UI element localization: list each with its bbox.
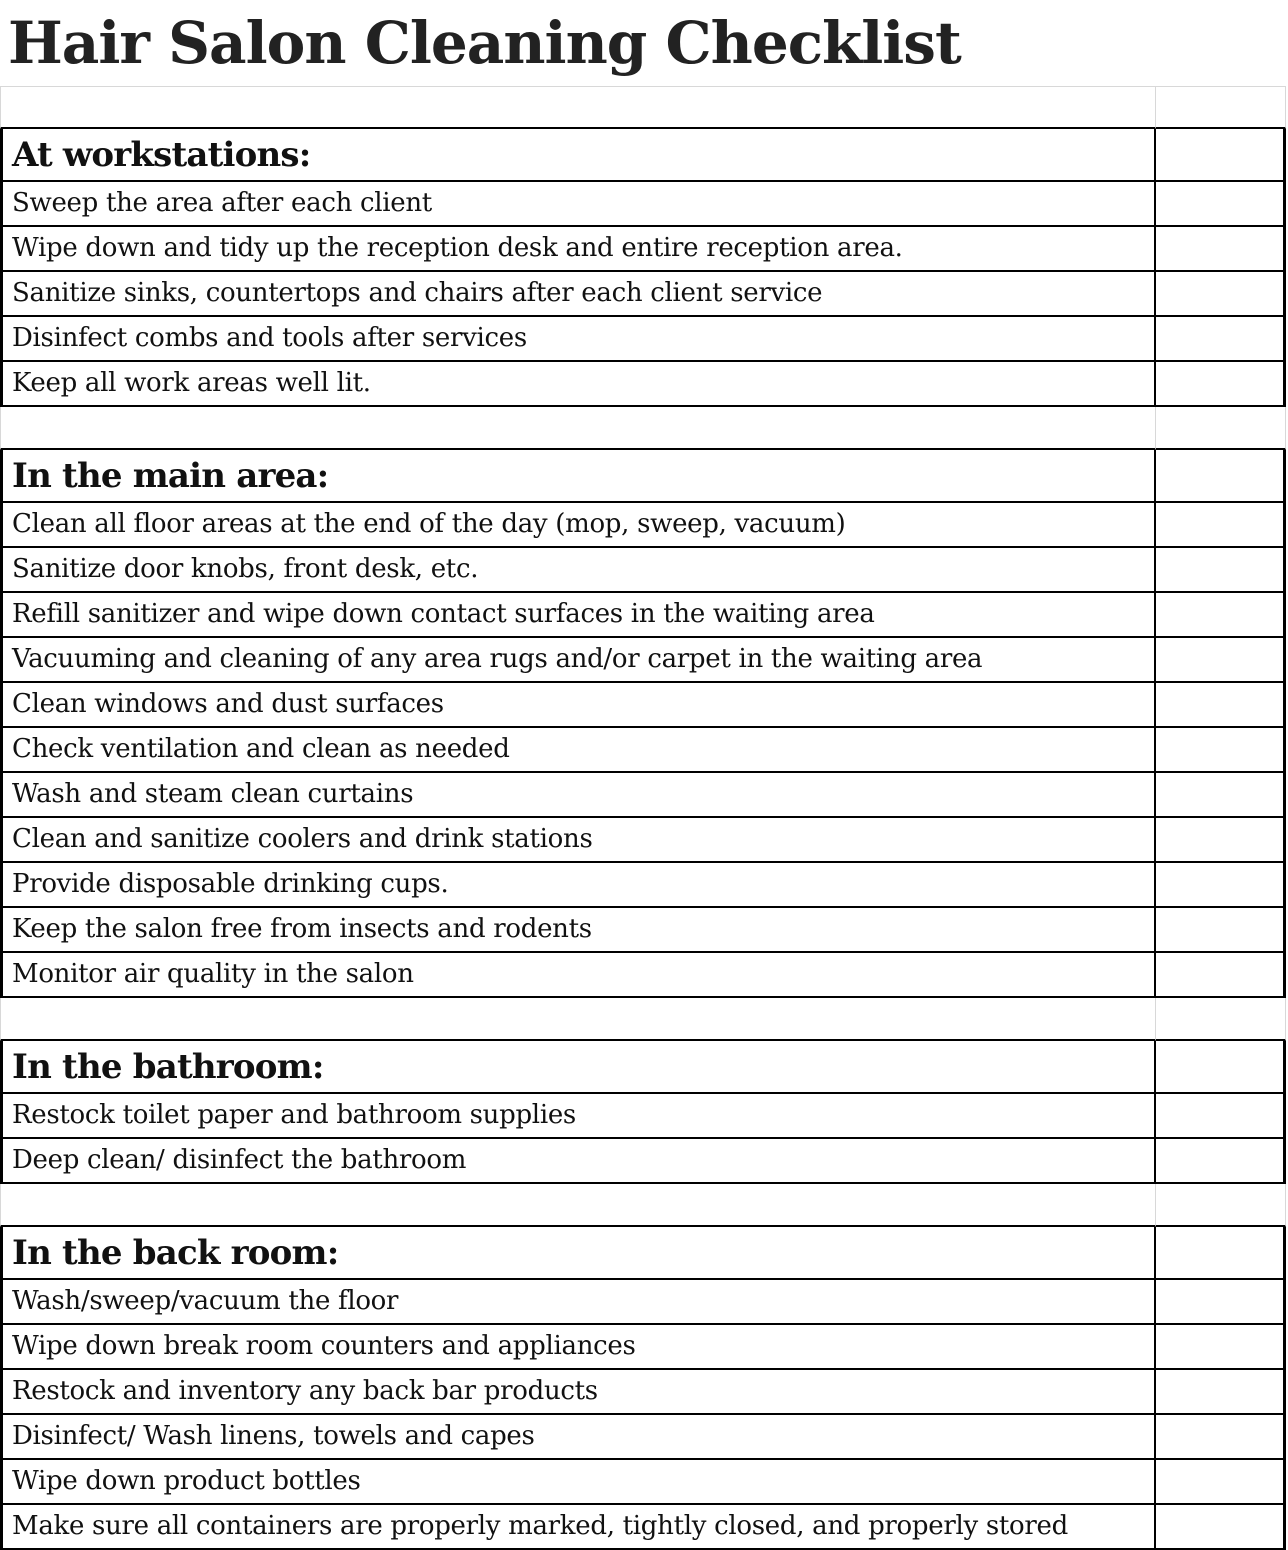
checklist-item: Keep all work areas well lit. (0, 362, 1156, 407)
spacer-check-cell (1156, 1184, 1286, 1227)
spacer-row (0, 407, 1288, 450)
checklist-row (0, 773, 1288, 818)
check-cell[interactable] (1156, 908, 1286, 953)
checklist-row (0, 1094, 1288, 1139)
page-title: Hair Salon Cleaning Checklist (8, 9, 961, 77)
checklist-item: Clean and sanitize coolers and drink stations (0, 818, 1156, 863)
checklist-row (0, 227, 1288, 272)
checklist-row (0, 182, 1288, 227)
spacer-cell (0, 407, 1156, 450)
checklist-row (0, 1370, 1288, 1415)
checklist-row (0, 1415, 1288, 1460)
checklist-item: Disinfect combs and tools after services (0, 317, 1156, 362)
section-heading: In the main area: (0, 450, 1156, 503)
section-heading-row (0, 1227, 1288, 1280)
checklist-item: Wipe down break room counters and appliances (0, 1325, 1156, 1370)
checklist-item: Sanitize door knobs, front desk, etc. (0, 548, 1156, 593)
check-cell[interactable] (1156, 683, 1286, 728)
checklist-row (0, 1460, 1288, 1505)
check-cell[interactable] (1156, 773, 1286, 818)
spacer-cell (0, 998, 1156, 1041)
checklist-item: Wipe down product bottles (0, 1460, 1156, 1505)
check-cell[interactable] (1156, 1325, 1286, 1370)
check-cell[interactable] (1156, 503, 1286, 548)
spacer-check-cell (1156, 407, 1286, 450)
section-heading-row (0, 450, 1288, 503)
check-cell[interactable] (1156, 1280, 1286, 1325)
checklist-row (0, 1280, 1288, 1325)
spacer-cell (0, 1184, 1156, 1227)
check-cell[interactable] (1156, 863, 1286, 908)
check-cell[interactable] (1156, 1415, 1286, 1460)
checklist-row (0, 863, 1288, 908)
check-cell[interactable] (1156, 182, 1286, 227)
checklist-row (0, 1139, 1288, 1184)
checklist-row (0, 953, 1288, 998)
check-cell[interactable] (1156, 272, 1286, 317)
section-check-cell (1156, 129, 1286, 182)
checklist-item: Sweep the area after each client (0, 182, 1156, 227)
check-cell[interactable] (1156, 638, 1286, 683)
checklist-item: Wipe down and tidy up the reception desk and entire reception area. (0, 227, 1156, 272)
check-cell[interactable] (1156, 548, 1286, 593)
checklist-item: Wash/sweep/vacuum the floor (0, 1280, 1156, 1325)
checklist-row (0, 1325, 1288, 1370)
checklist-row (0, 317, 1288, 362)
checklist-item: Restock and inventory any back bar products (0, 1370, 1156, 1415)
check-cell[interactable] (1156, 953, 1286, 998)
blank-header-cell (0, 86, 1156, 129)
check-cell[interactable] (1156, 1094, 1286, 1139)
blank-header-check-cell (1156, 86, 1286, 129)
checklist-row (0, 593, 1288, 638)
checklist-item: Restock toilet paper and bathroom supplies (0, 1094, 1156, 1139)
checklist-item: Clean windows and dust surfaces (0, 683, 1156, 728)
checklist-item: Monitor air quality in the salon (0, 953, 1156, 998)
checklist-row (0, 1505, 1288, 1550)
check-cell[interactable] (1156, 1370, 1286, 1415)
spacer-row (0, 998, 1288, 1041)
checklist-item: Clean all floor areas at the end of the day (mop, sweep, vacuum) (0, 503, 1156, 548)
checklist-item: Wash and steam clean curtains (0, 773, 1156, 818)
checklist-item: Deep clean/ disinfect the bathroom (0, 1139, 1156, 1184)
section-check-cell (1156, 1041, 1286, 1094)
checklist-item: Make sure all containers are properly marked, tightly closed, and properly stored (0, 1505, 1156, 1550)
checklist-row (0, 548, 1288, 593)
check-cell[interactable] (1156, 317, 1286, 362)
checklist-item: Disinfect/ Wash linens, towels and capes (0, 1415, 1156, 1460)
check-cell[interactable] (1156, 818, 1286, 863)
checklist-row (0, 908, 1288, 953)
checklist-item: Sanitize sinks, countertops and chairs after each client service (0, 272, 1156, 317)
check-cell[interactable] (1156, 728, 1286, 773)
section-heading-row (0, 1041, 1288, 1094)
section-heading: In the bathroom: (0, 1041, 1156, 1094)
check-cell[interactable] (1156, 1460, 1286, 1505)
check-cell[interactable] (1156, 1139, 1286, 1184)
checklist-item: Keep the salon free from insects and rodents (0, 908, 1156, 953)
check-cell[interactable] (1156, 593, 1286, 638)
checklist-row (0, 683, 1288, 728)
checklist-row (0, 638, 1288, 683)
checklist-row (0, 818, 1288, 863)
checklist-row (0, 503, 1288, 548)
checklist-table (0, 86, 1288, 1550)
checklist-row (0, 362, 1288, 407)
checklist-item: Refill sanitizer and wipe down contact surfaces in the waiting area (0, 593, 1156, 638)
checklist-item: Provide disposable drinking cups. (0, 863, 1156, 908)
checklist-item: Vacuuming and cleaning of any area rugs and/or carpet in the waiting area (0, 638, 1156, 683)
checklist-item: Check ventilation and clean as needed (0, 728, 1156, 773)
section-check-cell (1156, 450, 1286, 503)
section-heading-row (0, 129, 1288, 182)
section-check-cell (1156, 1227, 1286, 1280)
spacer-row (0, 1184, 1288, 1227)
blank-header-row (0, 86, 1288, 129)
section-heading: In the back room: (0, 1227, 1156, 1280)
spacer-check-cell (1156, 998, 1286, 1041)
check-cell[interactable] (1156, 227, 1286, 272)
section-heading: At workstations: (0, 129, 1156, 182)
checklist-row (0, 728, 1288, 773)
check-cell[interactable] (1156, 1505, 1286, 1550)
check-cell[interactable] (1156, 362, 1286, 407)
checklist-row (0, 272, 1288, 317)
